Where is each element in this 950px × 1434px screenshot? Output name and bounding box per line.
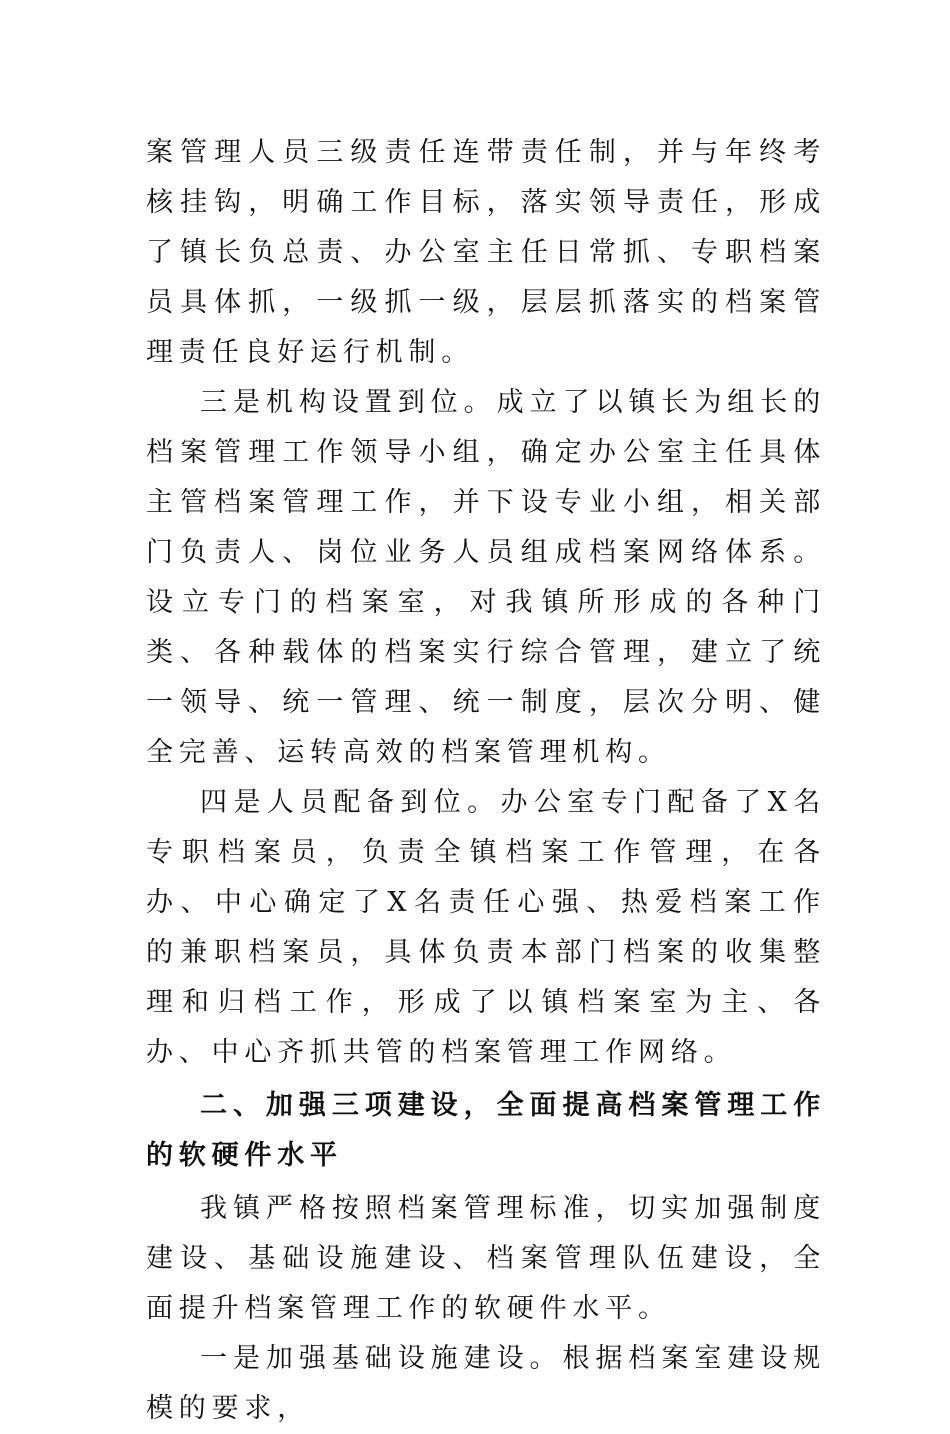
paragraph-institution-setup: 三是机构设置到位。成立了以镇长为组长的档案管理工作领导小组，确定办公室主任具体主管档案管理工作，并下设专业小组，相关部门负责人、岗位业务人员组成档案网络体系。设立专门的档案室，对我镇所形成的各种门类、各种载体的档案实行综合管理，建立了统一领导、统一管理、统一制度，层次分明、健全完善、运转高效的档案管理机构。 (146, 387, 826, 768)
section-heading: 二、加强三项建设，全面提高档案管理工作的软硬件水平 (146, 1090, 826, 1171)
paragraph-continuation: 案管理人员三级责任连带责任制，并与年终考核挂钩，明确工作目标，落实领导责任，形成了镇长负总责、办公室主任日常抓、专职档案员具体抓，一级抓一级，层层抓落实的档案管理责任良好运行机制。 (146, 137, 826, 368)
paragraph-three-constructions: 我镇严格按照档案管理标准，切实加强制度建设、基础设施建设、档案管理队伍建设，全面提升档案管理工作的软硬件水平。 (146, 1193, 826, 1324)
paragraph-infrastructure: 一是加强基础设施建设。根据档案室建设规模的要求， (146, 1343, 826, 1424)
document-body (146, 128, 826, 1434)
paragraph-staffing: 四是人员配备到位。办公室专门配备了X名专职档案员，负责全镇档案工作管理，在各办、中心确定了X名责任心强、热爱档案工作的兼职档案员，具体负责本部门档案的收集整理和归档工作，形成了以镇档案室为主、各办、中心齐抓共管的档案管理工作网络。 (146, 787, 826, 1068)
